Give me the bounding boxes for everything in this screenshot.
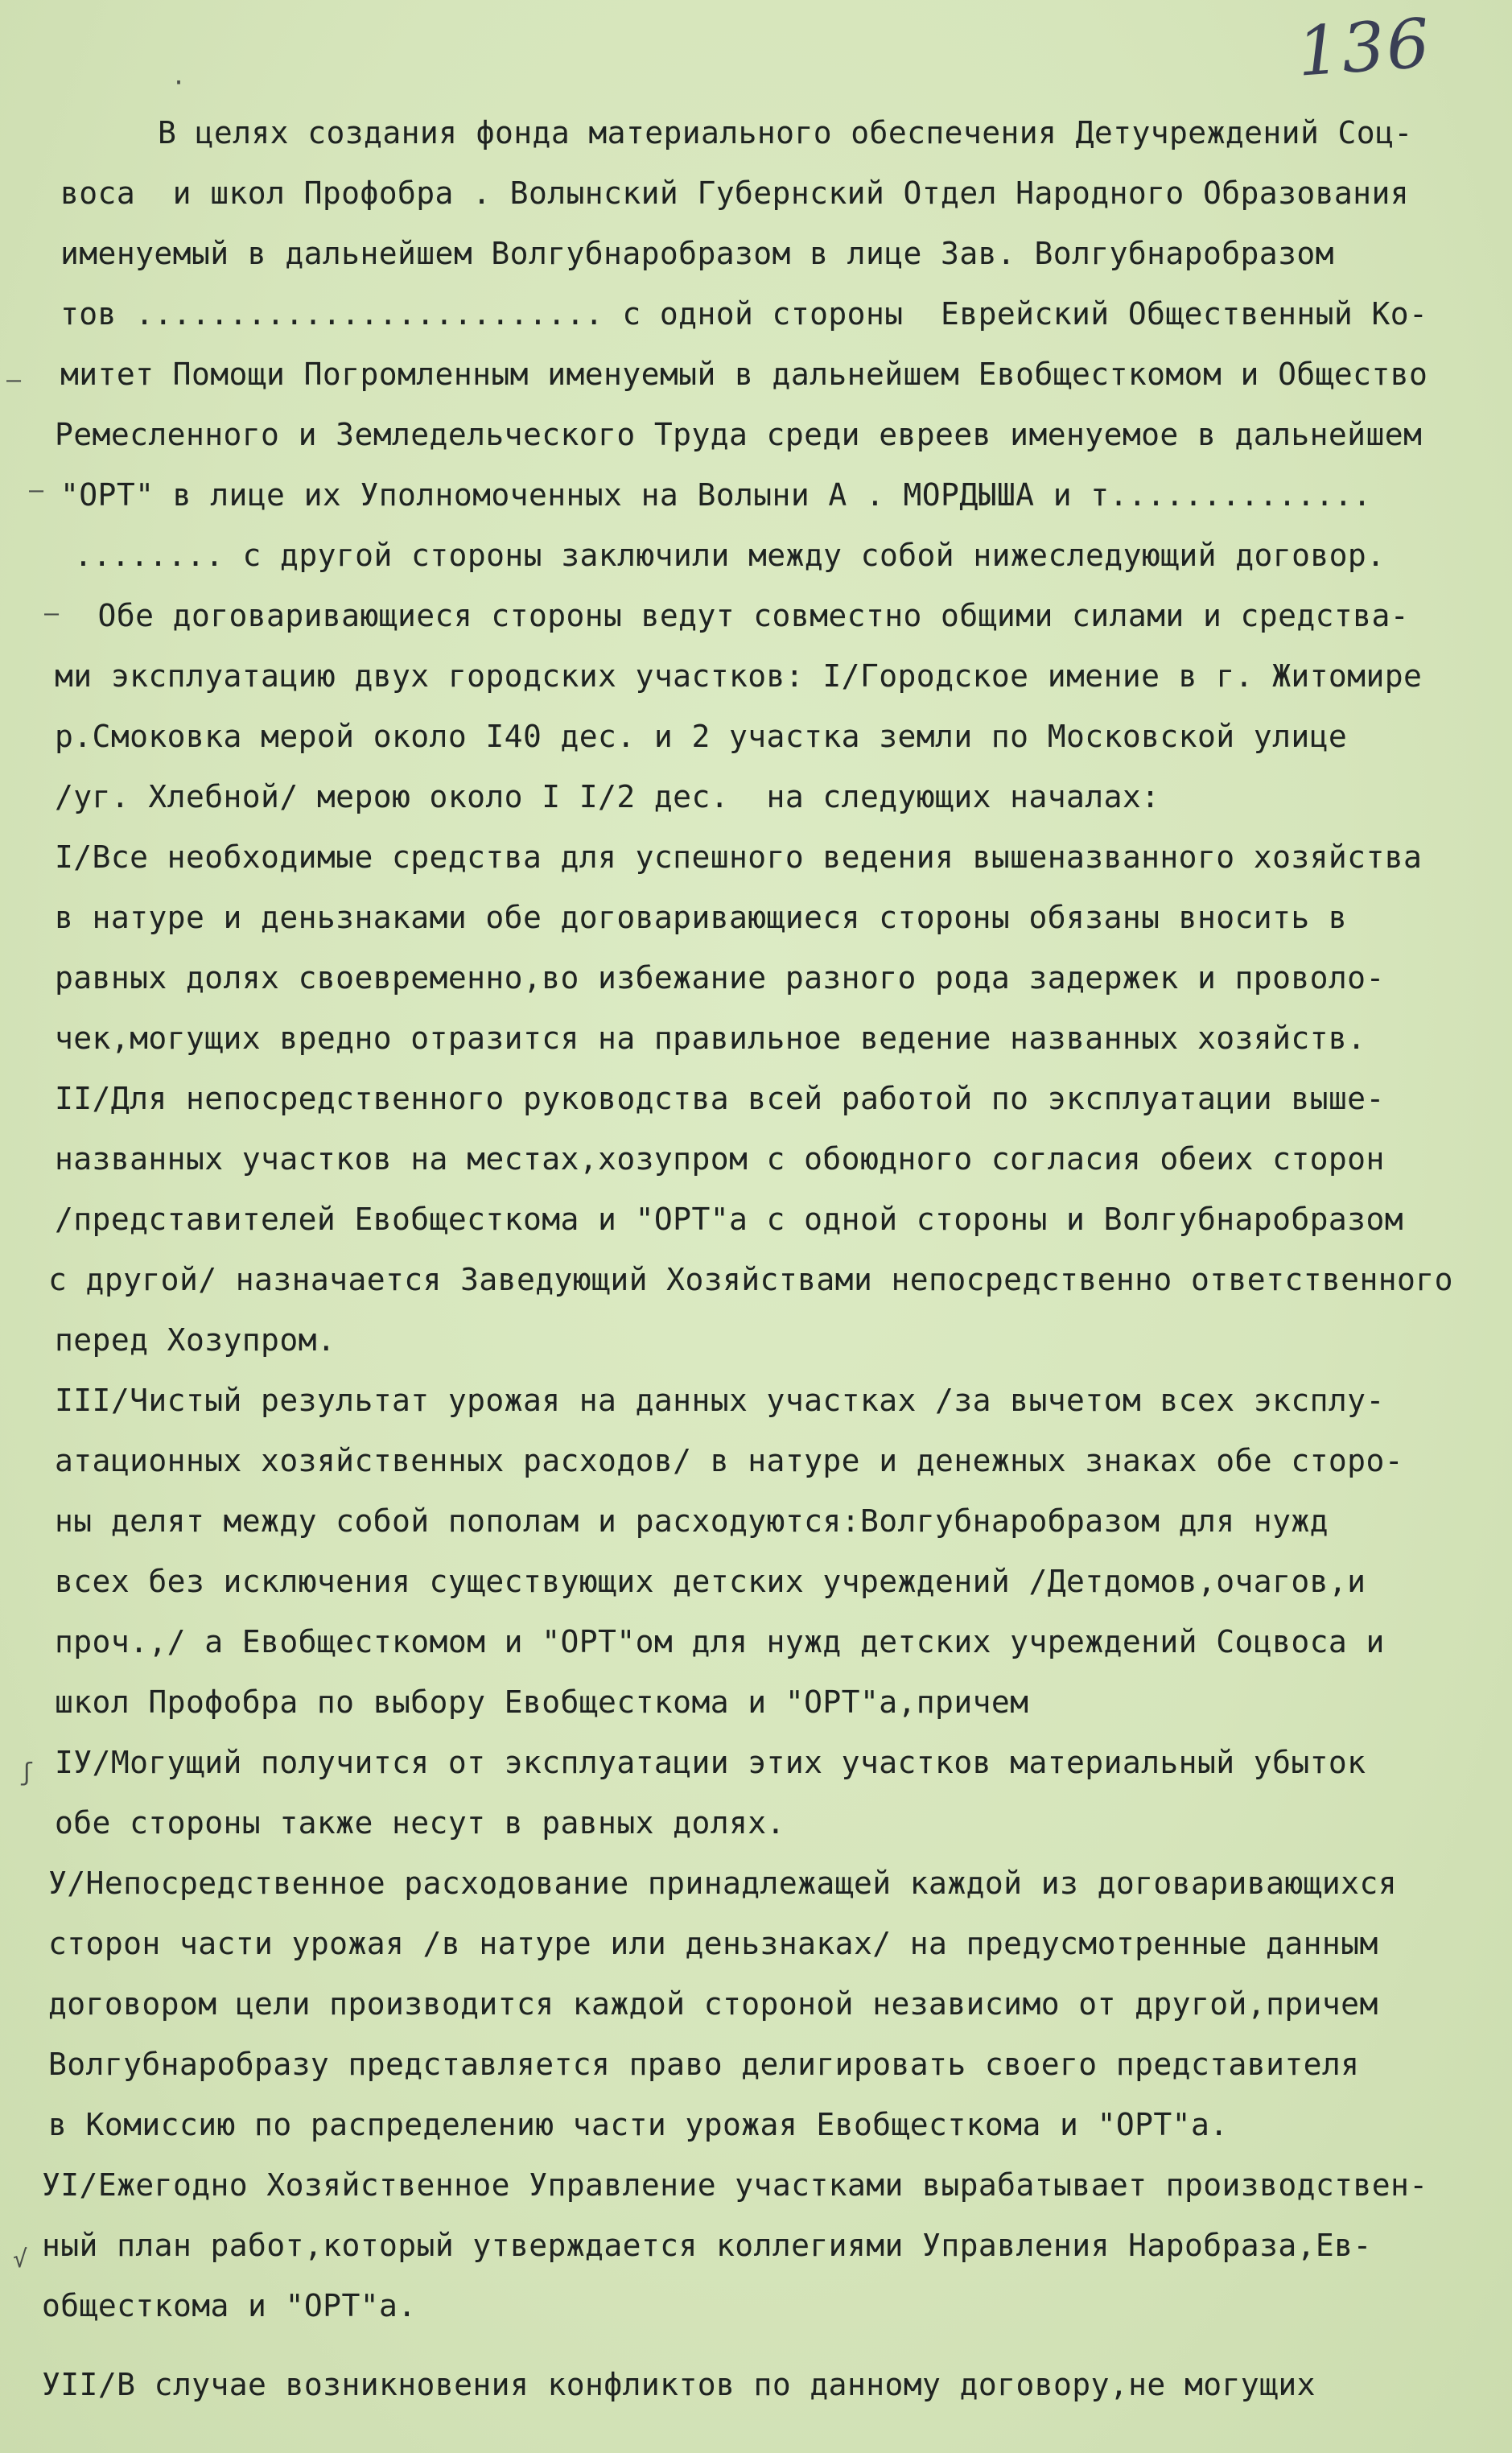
text-line: "ОРТ" в лице их Уполномоченных на Волыни А . МОРДЫША и т.............. [60,477,1372,513]
text-line: ны делят между собой пополам и расходуются:Волгубнаробразом для нужд [55,1503,1329,1539]
text-line: перед Хозупром. [55,1322,336,1358]
text-line: ный план работ,который утверждается коллегиями Управления Наробраза,Ев- [42,2228,1372,2263]
text-line: договором цели производится каждой стороной независимо от другой,причем [48,1986,1378,2022]
text-line: тов ......................... с одной стороны Еврейский Общественный Ко- [60,296,1428,332]
text-line: воса и школ Профобра . Волынский Губернский Отдел Народного Образования [60,175,1410,211]
text-line: с другой/ назначается Заведующий Хозяйствами непосредственно ответственного [48,1262,1453,1297]
text-line: в натуре и деньзнаками обе договаривающиеся стороны обязаны вносить в [55,900,1348,935]
text-line: У/Непосредственное расходование принадлежащей каждой из договаривающихся [48,1866,1398,1901]
margin-dash: – [6,366,22,394]
text-line: общесткома и "ОРТ"а. [42,2288,417,2323]
text-line: р.Смоковка мерой около I40 дес. и 2 участка земли по Московской улице [55,719,1348,754]
text-line: митет Помощи Погромленным именуемый в дальнейшем Евобщесткомом и Общество [60,357,1428,392]
text-line: именуемый в дальнейшем Волгубнаробразом в лице Зав. Волгубнаробразом [60,236,1334,271]
text-line: равных долях своевременно,во избежание разного рода задержек и проволо- [55,960,1385,996]
text-line: проч.,/ а Евобщесткомом и "ОРТ"ом для нужд детских учреждений Соцвоса и [55,1624,1385,1659]
text-line: II/Для непосредственного руководства всей работой по эксплуатации выше- [55,1081,1385,1116]
text-line: атационных хозяйственных расходов/ в натуре и денежных знаках обе сторо- [55,1443,1404,1478]
text-line: чек,могущих вредно отразится на правильное ведение названных хозяйств. [55,1020,1366,1056]
text-line: I/Все необходимые средства для успешного ведения вышеназванного хозяйства [55,839,1423,875]
text-line: обе стороны также несут в равных долях. [55,1805,785,1841]
margin-dash: – [44,600,60,628]
text-line: В целях создания фонда материального обеспечения Детучреждений Соц- [158,115,1413,150]
text-line: /представителей Евобщесткома и "ОРТ"а с одной стороны и Волгубнаробразом [55,1202,1404,1237]
margin-dash: – [29,476,44,505]
text-line: ........ с другой стороны заключили между собой нижеследующий договор. [74,538,1386,573]
text-line: в Комиссию по распределению части урожая Евобщесткома и "ОРТ"а. [48,2107,1229,2142]
text-line: Волгубнаробразу представляется право делигировать своего представителя [48,2047,1360,2082]
text-line: /уг. Хлебной/ мерою около I I/2 дес. на следующих началах: [55,779,1160,814]
text-line: III/Чистый результат урожая на данных участках /за вычетом всех эксплу- [55,1383,1385,1418]
text-line: всех без исключения существующих детских учреждений /Детдомов,очагов,и [55,1564,1366,1599]
page-number: 136 [1294,3,1434,92]
stray-mark: · [171,69,187,97]
text-line: IУ/Могущий получится от эксплуатации этих участков материальный убыток [55,1745,1366,1780]
text-line: УI/Ежегодно Хозяйственное Управление участками вырабатывает производствен- [42,2167,1428,2203]
text-line: сторон части урожая /в натуре или деньзнаках/ на предусмотренные данным [48,1926,1378,1961]
margin-mark: ʃ [19,1758,35,1787]
text-line: ми эксплуатацию двух городских участков: I/Городское имение в г. Житомире [55,658,1423,694]
text-line: Обе договаривающиеся стороны ведут совместно общими силами и средства- [60,598,1410,633]
text-line: УII/В случае возникновения конфликтов по данному договору,не могущих [42,2367,1316,2402]
text-line: названных участков на местах,хозупром с обоюдного согласия обеих сторон [55,1141,1385,1177]
text-line: школ Профобра по выбору Евобщесткома и "ОРТ"а,причем [55,1684,1029,1720]
text-line: Ремесленного и Земледельческого Труда среди евреев именуемое в дальнейшем [55,417,1423,452]
margin-mark: √ [13,2245,28,2274]
